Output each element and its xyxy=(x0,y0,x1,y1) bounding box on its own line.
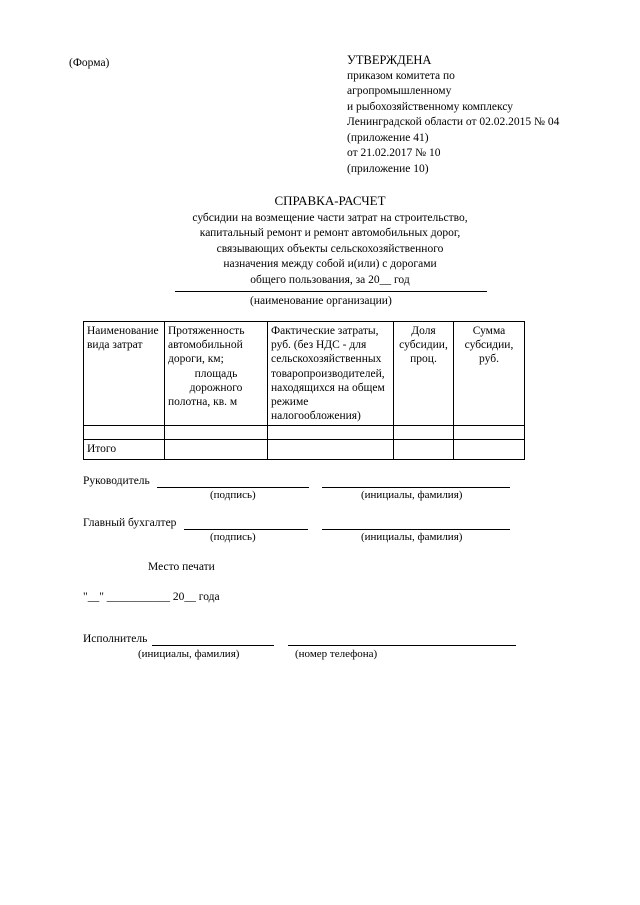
title-heading: СПРАВКА-РАСЧЕТ xyxy=(274,193,386,208)
head-signature-line[interactable] xyxy=(157,487,309,488)
approval-heading: УТВЕРЖДЕНА xyxy=(347,53,432,67)
approval-line: агропромышленному xyxy=(347,85,452,97)
approval-line: и рыбохозяйственному комплексу xyxy=(347,100,514,113)
name-caption: (инициалы, фамилия) xyxy=(361,489,463,501)
executor-name-line[interactable] xyxy=(152,645,274,646)
form-label: (Форма) xyxy=(69,57,110,69)
table-total-row xyxy=(84,440,525,459)
table-cell[interactable] xyxy=(454,440,525,459)
table-header-row xyxy=(84,322,525,426)
total-label: Итого xyxy=(84,440,165,459)
table-cell[interactable] xyxy=(268,426,394,440)
table-row xyxy=(84,426,525,440)
header-subsidy-share: Доля субсидии, проц. xyxy=(394,322,454,426)
sign-caption: (подпись) xyxy=(210,489,256,501)
date-field[interactable]: "__" ___________ 20__ года xyxy=(83,591,220,603)
header-actual-costs: Фактические затраты, руб. (без НДС - для сельскохозяйственных товаропроизводителей, находящихся на общем режиме налогообложения) xyxy=(268,322,394,426)
table-cell[interactable] xyxy=(165,440,268,459)
table-cell[interactable] xyxy=(165,426,268,440)
executor-phone-line[interactable] xyxy=(288,645,516,646)
accountant-name-line[interactable] xyxy=(322,529,510,530)
table-cell[interactable] xyxy=(454,426,525,440)
title-line: общего пользования, за 20__ год xyxy=(250,273,410,286)
head-label: Руководитель xyxy=(83,475,150,487)
calculation-table xyxy=(83,321,525,460)
approval-block xyxy=(347,53,559,177)
phone-caption: (номер телефона) xyxy=(295,648,378,660)
accountant-label: Главный бухгалтер xyxy=(83,517,177,529)
title-line: субсидии на возмещение части затрат на строительство, xyxy=(192,211,468,224)
accountant-signature-line[interactable] xyxy=(184,529,308,530)
approval-line: (приложение 41) xyxy=(347,131,429,144)
organization-caption: (наименование организации) xyxy=(250,295,392,307)
head-name-line[interactable] xyxy=(322,487,510,488)
table-cell[interactable] xyxy=(394,426,454,440)
approval-line: (приложение 10) xyxy=(347,162,429,175)
sign-caption: (подпись) xyxy=(210,531,256,543)
approval-line: приказом комитета по xyxy=(347,69,455,82)
seal-place: Место печати xyxy=(148,561,215,573)
document-title xyxy=(150,193,510,288)
title-line: назначения между собой и(или) с дорогами xyxy=(223,258,437,270)
table-cell[interactable] xyxy=(394,440,454,459)
table-cell[interactable] xyxy=(84,426,165,440)
approval-line: от 21.02.2017 № 10 xyxy=(347,147,441,159)
title-line: связывающих объекты сельскохозяйственного xyxy=(216,242,444,255)
organization-name-line[interactable] xyxy=(175,291,487,292)
title-line: капитальный ремонт и ремонт автомобильных дорог, xyxy=(199,227,461,239)
approval-line: Ленинградской области от 02.02.2015 № 04 xyxy=(347,116,560,128)
name-caption: (инициалы, фамилия) xyxy=(361,531,463,543)
executor-label: Исполнитель xyxy=(83,633,148,645)
table-cell[interactable] xyxy=(268,440,394,459)
executor-name-caption: (инициалы, фамилия) xyxy=(138,648,240,660)
header-subsidy-amount: Сумма субсидии, руб. xyxy=(454,322,525,426)
header-road-length: Протяженность автомобильной дороги, км; площадь дорожного полотна, кв. м xyxy=(165,322,268,426)
header-expense-type: Наименование вида затрат xyxy=(84,322,165,426)
